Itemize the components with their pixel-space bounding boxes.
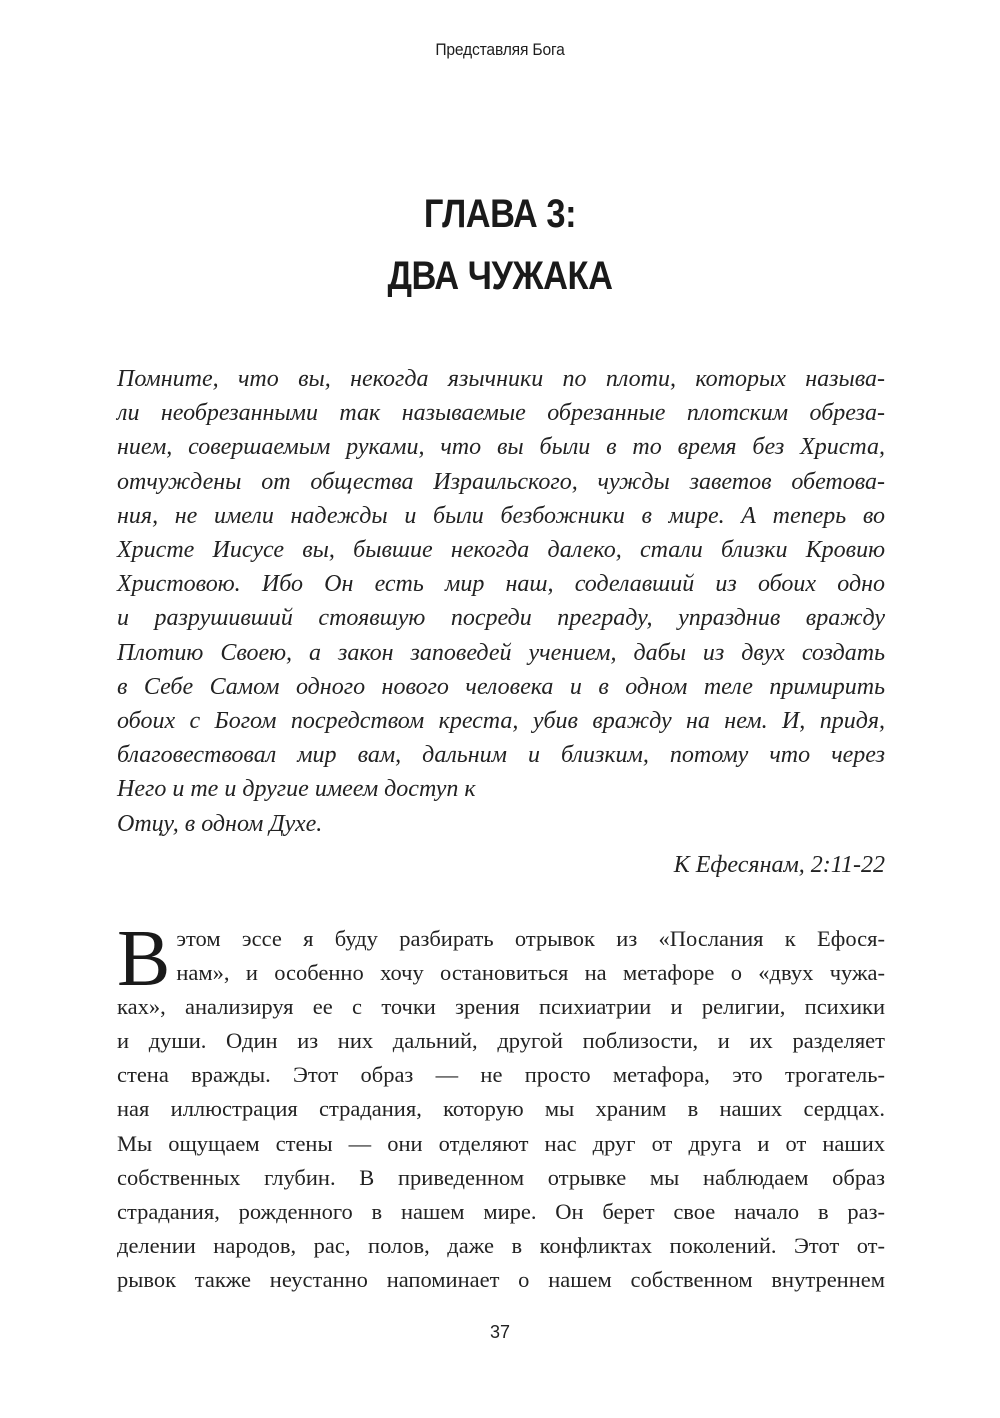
epigraph-line: ли необрезанными так называемые обрезанные плотским обреза- <box>117 400 885 427</box>
body-line: собственных глубин. В приведенном отрывке мы наблюдаем образ <box>117 1164 885 1190</box>
epigraph-line: Него и те и другие имеем доступ к <box>117 776 476 803</box>
epigraph-source: К Ефесянам, 2:11-22 <box>673 852 885 878</box>
epigraph-line: и разрушивший стоявшую посреди преграду, упразднив вражду <box>117 605 885 632</box>
epigraph-line: обоих с Богом посредством креста, убив вражду на нем. И, придя, <box>117 708 885 735</box>
chapter-number: ГЛАВА 3: <box>423 192 577 236</box>
epigraph-line: Помните, что вы, некогда язычники по плоти, которых называ- <box>117 366 885 392</box>
body-line: ках», анализируя ее с точки зрения психиатрии и религии, психики <box>117 994 885 1020</box>
epigraph-line: ния, не имели надежды и были безбожники в мире. А теперь во <box>117 502 885 529</box>
body-line: стена вражды. Этот образ — не просто метафора, это трогатель- <box>117 1062 885 1088</box>
body-line: и души. Один из них дальний, другой поблизости, и их разделяет <box>117 1028 885 1054</box>
epigraph-line: Плотию Своею, а закон заповедей учением, дабы из двух создать <box>117 639 885 666</box>
epigraph <box>117 362 885 841</box>
body-line: делении народов, рас, полов, даже в конфликтах поколений. Этот от- <box>117 1232 885 1258</box>
body-line: рывок также неустанно напоминает о нашем собственном внутреннем <box>117 1266 885 1292</box>
page-number: 37 <box>489 1322 511 1342</box>
body-line: Мы ощущаем стены — они отделяют нас друг от друга и от наших <box>117 1130 885 1156</box>
epigraph-line: Отцу, в одном Духе. <box>117 810 323 837</box>
body-line: этом эссе я буду разбирать отрывок из «Послания к Ефося- <box>176 926 885 951</box>
epigraph-line: в Себе Самом одного нового человека и в одном теле примирить <box>117 673 885 700</box>
epigraph-line: Христе Иисусе вы, бывшие некогда далеко, стали близки Кровию <box>117 537 885 564</box>
chapter-title <box>0 183 1000 307</box>
epigraph-line: нием, совершаемым руками, что вы были в то время без Христа, <box>117 434 885 461</box>
chapter-name: ДВА ЧУЖАКА <box>387 254 613 298</box>
running-head: Представляя Бога <box>435 40 565 59</box>
body-paragraph <box>117 915 885 1297</box>
body-line: страдания, рожденного в нашем мире. Он берет свое начало в раз- <box>117 1198 885 1224</box>
epigraph-line: Христовою. Ибо Он есть мир наш, соделавший из обоих одно <box>117 571 885 598</box>
epigraph-line: благовествовал мир вам, дальним и близким, потому что через <box>117 742 885 769</box>
body-line: ная иллюстрация страдания, которую мы храним в наших сердцах. <box>117 1096 885 1122</box>
epigraph-line: отчуждены от общества Израильского, чужды заветов обетова- <box>117 468 885 495</box>
drop-cap: В <box>117 915 171 1003</box>
body-line: нам», и особенно хочу остановиться на метафоре о «двух чужа- <box>176 960 885 986</box>
